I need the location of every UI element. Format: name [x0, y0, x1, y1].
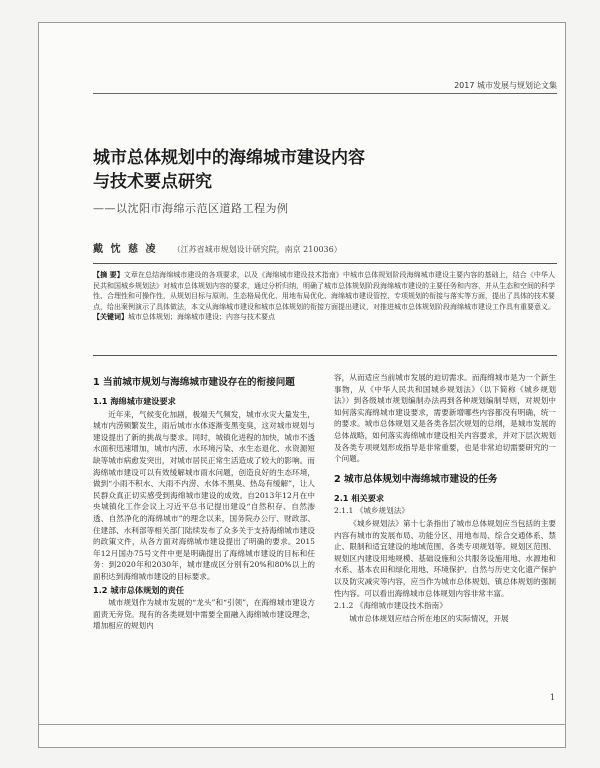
paragraph: 《城乡规划法》第十七条指出了城市总体规划应当包括的主要内容有城市的发展布局、功能分区、用地布局、综合交通体系、禁止、限制和适宜建设的地域范围、各类专项规划等。规划区范围、规划区内建设用地规模、基础设施和公共服务设施用地、水源地和水系、基本农田和绿化用地、环境保护、自然与历史文化遗产保护以及防灾减灾等内容，应当作为城市总体规划、镇总体规划的强制性内容。可以看出海绵城市总体规划内容非常丰富。 [334, 518, 556, 598]
running-head: 2017 城市发展与规划论文集 [454, 81, 557, 90]
paragraph: 近年来，气候变化加剧，极端天气频发，城市水灾大量发生，城市内涝频繁发生，雨后城市水体逐渐变黑变臭，这对城市规划与建设提出了新的挑战与要求。同时，城镇化进程的加快，城市不透水面积迅速增加，城市内涝、水环境污染、水生态退化、水资源短缺等城市病愈发突出，对城市居民正常生活造成了较大的影响。而海绵城市建设可以有效缓解城市雨水问题，创造良好的生态环境，做到“小雨不积水、大雨不内涝、水体不黑臭、热岛有缓解”，让人民群众真正切实感受到海绵城市建设的成效。自2013年12月在中央城镇化工作会议上习近平总书记提出建设“自然积存、自然渗透、自然净化的海绵城市”的理念以来，国务院办公厅、财政部、住建部、水利部等相关部门陆续发布了众多关于支持海绵城市建设的政策文件，从各方面对海绵城市建设提出了明确的要求。2015年12月国办75号文件中更是明确提出了海绵城市建设的目标和任务：到2020年和2030年，城市建成区分别有20%和80%以上的面积达到海绵城市建设的目标要求。 [93, 409, 315, 581]
page-bottom-rule [39, 724, 565, 725]
page-number: 1 [549, 693, 555, 702]
paper-title [93, 146, 513, 194]
abstract-bottom-rule [93, 355, 557, 356]
section-1-2-heading: 1.2 城市总体规划的责任 [93, 584, 185, 595]
paper-page [38, 22, 566, 748]
author-line [93, 240, 342, 255]
header-rule [93, 93, 557, 94]
left-column [93, 376, 315, 632]
right-column [334, 372, 556, 624]
title-line-2: 与技术要点研究 [93, 172, 212, 192]
paragraph: 城市规划作为城市发展的“龙头”和“引领”，在海绵城市建设方面责无旁贷。现有的各类规划中需要全面融入海绵城市建设理念，增加相应的规划内 [93, 598, 315, 631]
abstract-block [93, 270, 555, 323]
section-2-1-1-heading: 2.1.1 《城乡规划法》 [334, 506, 409, 516]
author-affiliation: （江苏省城市规划设计研究院，南京 210036） [172, 245, 342, 254]
section-2-1-2-heading: 2.1.2 《海绵城市建设技术指南》 [334, 601, 447, 611]
keywords-text: 城市总体规划；海绵城市建设；内容与技术要点 [128, 313, 275, 321]
abstract-top-rule [93, 263, 557, 264]
section-1-heading: 1 当前城市规划与海绵城市建设存在的衔接问题 [93, 377, 295, 388]
title-line-1: 城市总体规划中的海绵城市建设内容 [93, 148, 365, 168]
abstract-text: 文章在总结海绵城市建设的各项要求，以及《海绵城市建设技术指南》中城市总体规划阶段海绵城市建设主要内容的基础上，结合《中华人民共和国城乡规划法》对城市总体规划内容的要求，通过分析归纳，明确了城市总体规划阶段海绵城市建设的主要任务和内容，并从生态和空间的科学性、合理性和可操作性，从规划目标与原则、生态格局优化、用地布局优化、海绵城市建设管控、专项规划的衔接与落实等方面，提出了具体的技术要点，给出案例演示了具体做法，本文从海绵城市建设和城市总体规划的衔接方面提出建议，对推进城市总体规划阶段海绵城市建设工作具有重要意义。 [93, 271, 556, 311]
paragraph: 容，从而适应当前城市发展的迫切需求。而海绵城市是为一个新生事物，从《中华人民共和国城乡规划法》（以下简称《城乡规划法》）到各级城市规划编制办法再到各种规划编制导则，对规划中如何落实海绵城市建设要求，需要新增哪些内容都没有明确，统一的要求。城市总体规划又是各类各层次规划的总纲，是城市发展的总体战略，如何落实海绵城市建设相关内容要求，并对下层次规划及各类专项规划形成指导是非常重要，也是非常迫切需要研究的一个问题。 [334, 373, 556, 464]
author-names: 戴 忱 慈 凌 [93, 244, 158, 255]
keywords-label: 【关键词】 [93, 312, 128, 321]
paper-subtitle: ——以沈阳市海绵示范区道路工程为例 [93, 202, 289, 215]
section-1-1-heading: 1.1 海绵城市建设要求 [93, 396, 176, 406]
section-2-1-heading: 2.1 相关要求 [334, 492, 385, 503]
paragraph: 城市总体规划应结合所在地区的实际情况，开展 [349, 613, 509, 623]
section-2-heading: 2 城市总体规划中海绵城市建设的任务 [334, 473, 498, 485]
abstract-label: 【摘 要】 [93, 270, 124, 279]
